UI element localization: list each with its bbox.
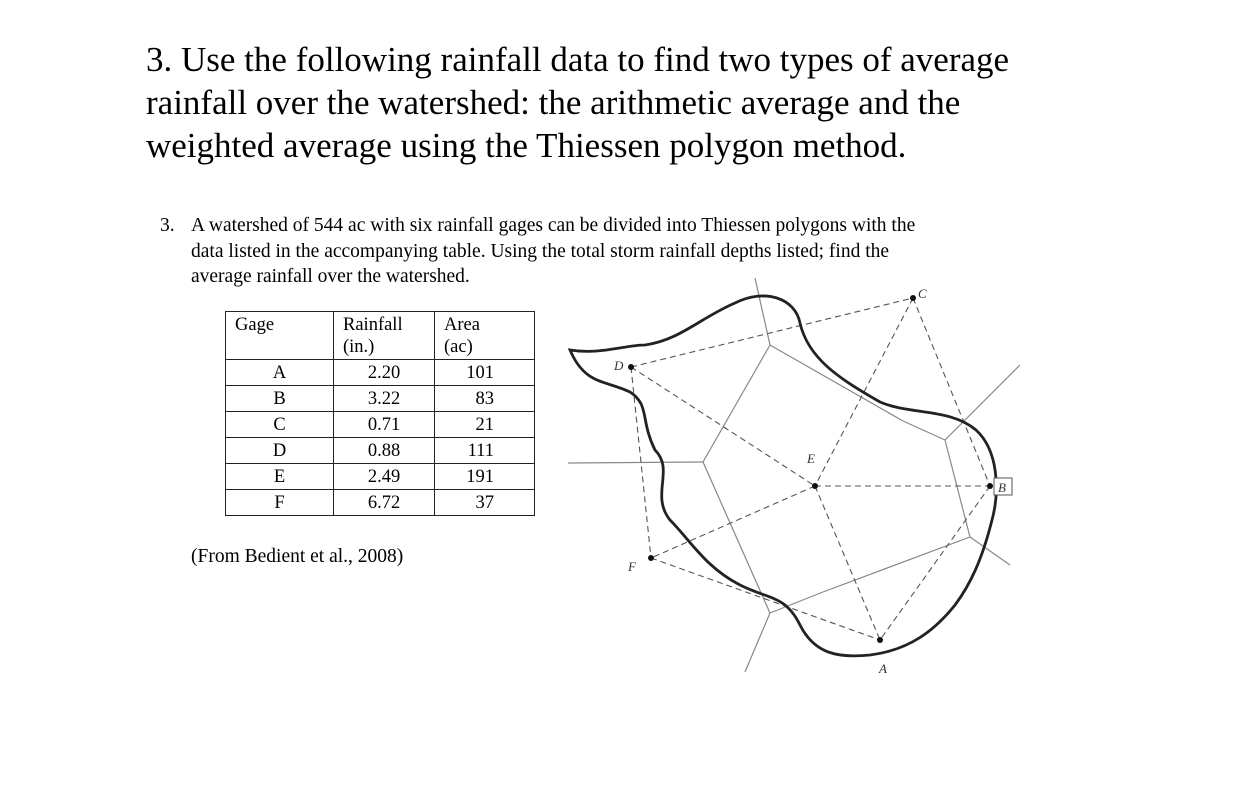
connector-c-b <box>913 298 990 486</box>
table-row <box>226 386 535 412</box>
table-row <box>226 360 535 386</box>
cell-gage: B <box>226 386 334 412</box>
table-row <box>226 490 535 516</box>
boundary-line <box>745 613 770 672</box>
cell-rainfall: 2.49 <box>334 464 435 490</box>
table-row <box>226 464 535 490</box>
cell-rainfall: 0.71 <box>334 412 435 438</box>
thiessen-polygon-diagram <box>566 275 1020 677</box>
cell-gage: D <box>226 438 334 464</box>
gage-label-a: A <box>879 661 887 676</box>
gage-point-b <box>987 483 993 489</box>
cell-rainfall: 2.20 <box>334 360 435 386</box>
connector-e-f <box>651 486 815 558</box>
connector-d-c <box>631 298 913 367</box>
cell-area: 83 <box>435 386 535 412</box>
cell-gage: C <box>226 412 334 438</box>
table-row <box>226 438 535 464</box>
table-header-row <box>226 312 535 360</box>
cell-rainfall: 3.22 <box>334 386 435 412</box>
gage-point-e <box>812 483 818 489</box>
boundary-line <box>970 537 1010 565</box>
cell-area: 21 <box>435 412 535 438</box>
heading-line-3: weighted average using the Thiessen polygon method. <box>146 126 907 165</box>
header-rainfall: Rainfall (in.) <box>334 312 435 360</box>
problem-line-2: data listed in the accompanying table. Using the total storm rainfall depths listed; find the <box>191 240 890 262</box>
boundary-line <box>945 440 970 537</box>
header-gage: Gage <box>226 312 334 360</box>
boundary-line <box>703 345 770 462</box>
watershed-boundary <box>570 296 996 656</box>
heading-line-2: rainfall over the watershed: the arithmetic average and the <box>146 83 961 122</box>
connector-e-a <box>815 486 880 640</box>
source-citation: (From Bedient et al., 2008) <box>191 546 404 567</box>
cell-area: 111 <box>435 438 535 464</box>
gage-point-f <box>648 555 654 561</box>
problem-line-3: average rainfall over the watershed. <box>191 266 470 287</box>
rainfall-table <box>225 311 535 516</box>
boundary-line <box>703 462 770 613</box>
gage-label-b: B <box>998 480 1006 495</box>
heading-line-1: 3. Use the following rainfall data to find two types of average <box>146 40 1010 79</box>
problem-number: 3. <box>160 215 175 236</box>
gage-point-a <box>877 637 883 643</box>
cell-rainfall: 6.72 <box>334 490 435 516</box>
cell-gage: E <box>226 464 334 490</box>
cell-gage: A <box>226 360 334 386</box>
cell-gage: F <box>226 490 334 516</box>
cell-area: 37 <box>435 490 535 516</box>
gage-point-c <box>910 295 916 301</box>
boundary-line <box>903 421 945 440</box>
boundary-line <box>568 462 703 463</box>
gage-label-c: C <box>918 286 927 301</box>
gage-point-d <box>628 364 634 370</box>
table-row <box>226 412 535 438</box>
question-heading <box>146 38 1106 167</box>
cell-rainfall: 0.88 <box>334 438 435 464</box>
gage-label-d: D <box>614 358 624 373</box>
header-area: Area (ac) <box>435 312 535 360</box>
cell-area: 191 <box>435 464 535 490</box>
gage-label-f: F <box>628 559 636 574</box>
cell-area: 101 <box>435 360 535 386</box>
connector-f-a <box>651 558 880 640</box>
connector-b-a <box>880 486 990 640</box>
problem-line-1: A watershed of 544 ac with six rainfall gages can be divided into Thiessen polygons with the <box>191 215 916 236</box>
gage-label-e: E <box>807 451 815 466</box>
